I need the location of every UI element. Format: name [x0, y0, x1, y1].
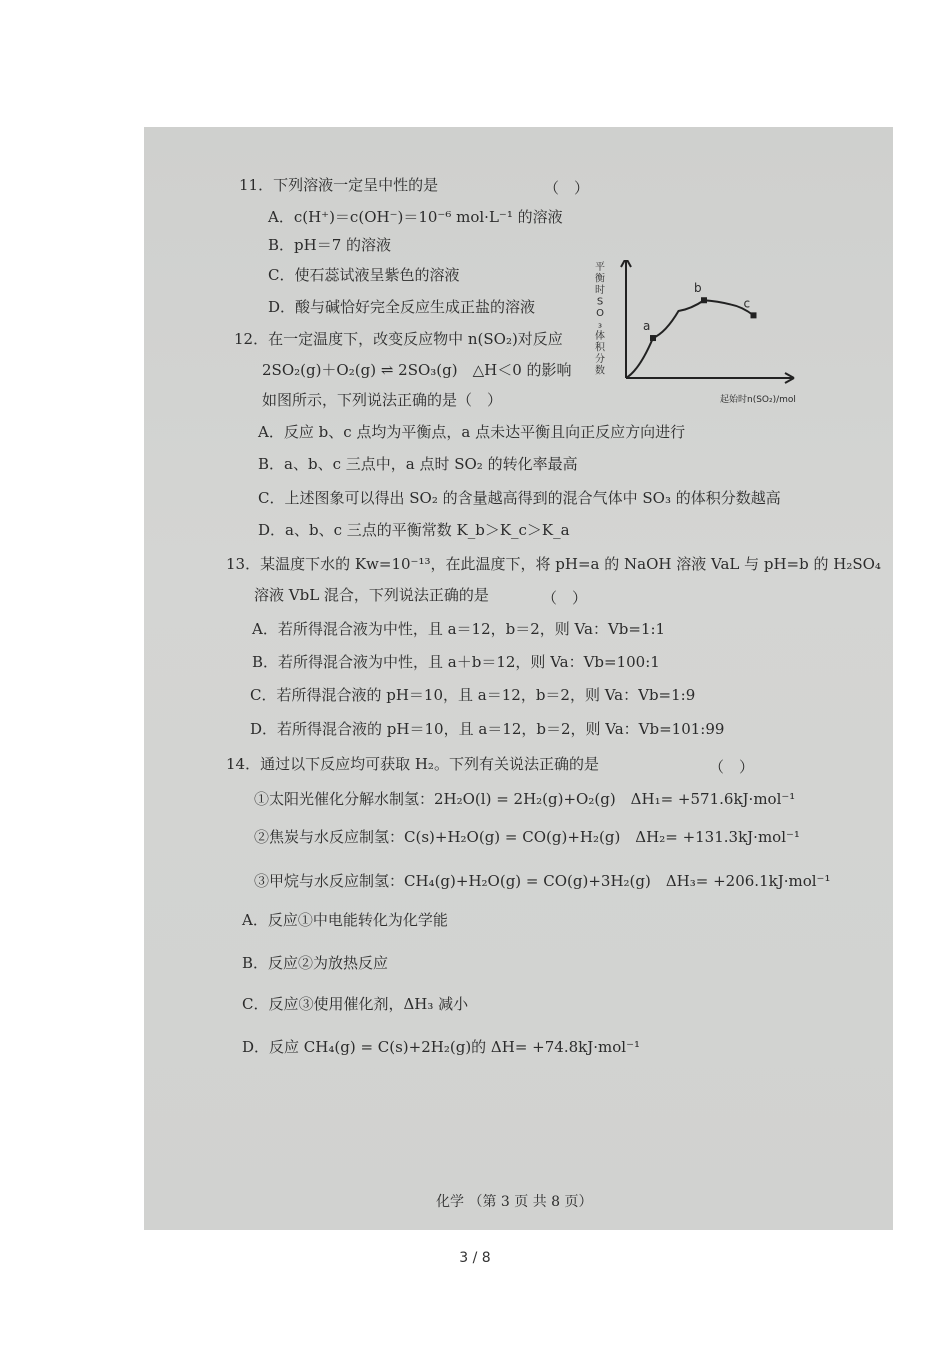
series-line — [626, 300, 754, 378]
q12-option-d: D．a、b、c 三点的平衡常数 K_b＞K_c＞K_a — [258, 521, 570, 539]
y-axis-label-char: 数 — [595, 365, 605, 377]
q11-option-a: A．c(H⁺)＝c(OH⁻)＝10⁻⁶ mol·L⁻¹ 的溶液 — [268, 208, 563, 226]
x-axis-label: 起始时n(SO₂)/mol — [720, 395, 796, 405]
q11-option-b: B．pH＝7 的溶液 — [268, 236, 392, 254]
q12-option-c: C．上述图象可以得出 SO₂ 的含量越高得到的混合气体中 SO₃ 的体积分数越高 — [258, 489, 781, 507]
point-a — [650, 335, 656, 341]
q12-stem-1: 12．在一定温度下，改变反应物中 n(SO₂)对反应 — [234, 330, 563, 348]
q11-stem: 11．下列溶液一定呈中性的是 — [239, 176, 439, 194]
q12-option-b: B．a、b、c 三点中，a 点时 SO₂ 的转化率最高 — [258, 455, 578, 473]
q13-option-b: B．若所得混合液为中性，且 a＋b＝12，则 Va：Vb=100:1 — [252, 653, 660, 671]
q13-option-d: D．若所得混合液的 pH＝10，且 a＝12，b＝2，则 Va：Vb=101:99 — [250, 720, 725, 738]
page-number: 3 / 8 — [459, 1250, 491, 1266]
q12-stem-2: 2SO₂(g)＋O₂(g) ⇌ 2SO₃(g) △H＜0 的影响 — [262, 361, 572, 379]
y-axis-label-char: 时 — [595, 285, 605, 296]
q13-answer-paren: （ ） — [542, 589, 588, 607]
point-label-b: b — [694, 281, 702, 296]
q14-option-d: D．反应 CH₄(g) = C(s)+2H₂(g)的 ΔH= +74.8kJ·mol⁻¹ — [242, 1038, 641, 1056]
q13-option-c: C．若所得混合液的 pH＝10，且 a＝12，b＝2，则 Va：Vb=1:9 — [250, 686, 696, 704]
q11-option-d: D．酸与碱恰好完全反应生成正盐的溶液 — [268, 298, 536, 316]
scanned-page — [144, 127, 893, 1230]
q12-stem-3: 如图所示，下列说法正确的是（ ） — [262, 391, 503, 409]
q14-reaction-2: ②焦炭与水反应制氢：C(s)+H₂O(g) = CO(g)+H₂(g) ΔH₂= +131.3kJ·mol⁻¹ — [254, 828, 800, 846]
q13-stem-2: 溶液 VbL 混合，下列说法正确的是 — [254, 586, 489, 604]
y-axis-label-char: ₃ — [597, 319, 603, 331]
y-axis-label-char: 衡 — [595, 273, 605, 285]
q14-answer-paren: （ ） — [709, 758, 755, 776]
q13-stem-1: 13．某温度下水的 Kw=10⁻¹³，在此温度下，将 pH=a 的 NaOH 溶液 VaL 与 pH=b 的 H₂SO₄ — [226, 555, 881, 573]
q13-option-a: A．若所得混合液为中性，且 a＝12，b＝2，则 Va：Vb=1:1 — [252, 620, 666, 638]
y-axis-label-char: 积 — [595, 342, 605, 354]
q14-reaction-1: ①太阳光催化分解水制氢：2H₂O(l) = 2H₂(g)+O₂(g) ΔH₁= +571.6kJ·mol⁻¹ — [254, 790, 796, 808]
y-axis-label-char: 分 — [595, 354, 605, 365]
point-c — [751, 312, 757, 318]
y-axis-label-char: 体 — [595, 331, 605, 342]
q12-chart — [588, 260, 808, 410]
q11-option-c: C．使石蕊试液呈紫色的溶液 — [268, 266, 460, 284]
q14-stem: 14．通过以下反应均可获取 H₂。下列有关说法正确的是 — [226, 755, 599, 773]
y-axis-label-char: S — [596, 296, 604, 308]
q12-option-a: A．反应 b、c 点均为平衡点，a 点未达平衡且向正反应方向进行 — [258, 423, 686, 441]
y-axis-label-char: O — [596, 308, 604, 319]
q14-option-a: A．反应①中电能转化为化学能 — [242, 911, 448, 929]
point-label-c: c — [743, 296, 751, 311]
q11-answer-paren: （ ） — [544, 179, 590, 197]
page-footer: 化学 （第 3 页 共 8 页） — [436, 1194, 593, 1210]
y-axis-label-char: 平 — [595, 262, 605, 273]
point-label-a: a — [643, 319, 651, 334]
point-b — [701, 297, 707, 303]
q14-option-b: B．反应②为放热反应 — [242, 954, 389, 972]
q14-reaction-3: ③甲烷与水反应制氢：CH₄(g)+H₂O(g) = CO(g)+3H₂(g) ΔH₃= +206.1kJ·mol⁻¹ — [254, 872, 831, 890]
q14-option-c: C．反应③使用催化剂，ΔH₃ 减小 — [242, 995, 469, 1013]
